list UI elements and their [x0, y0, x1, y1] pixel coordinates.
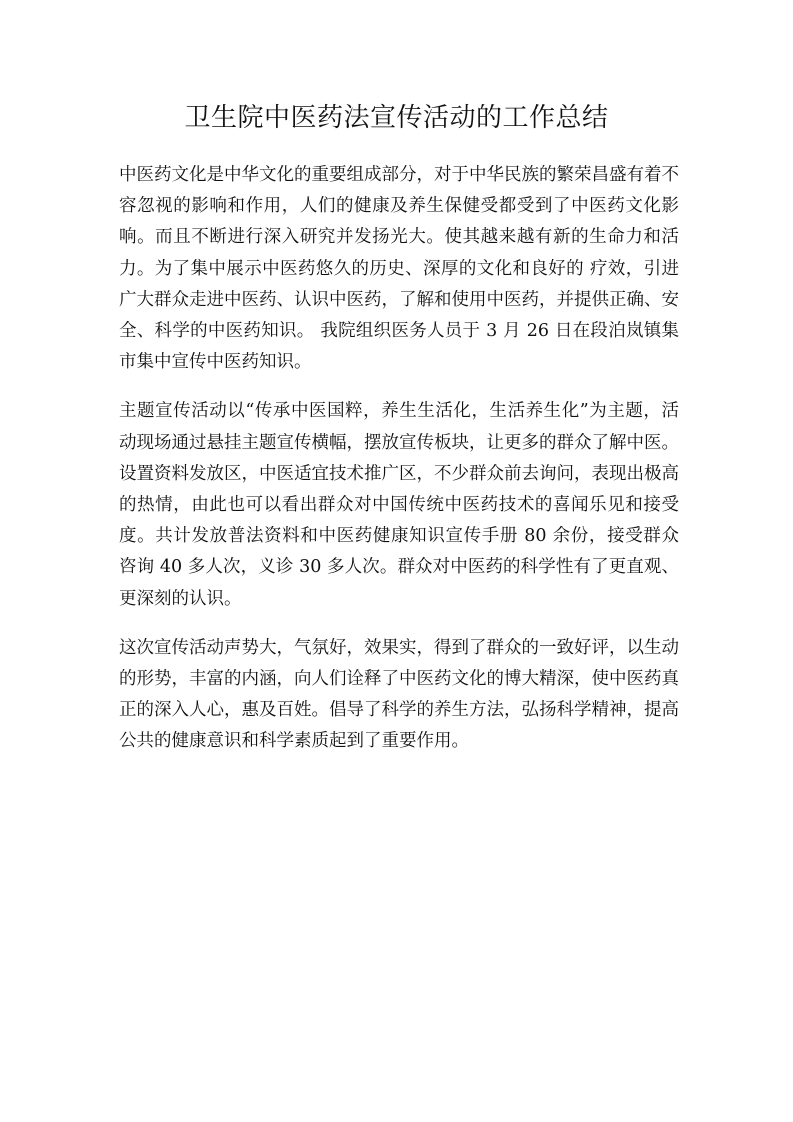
paragraph-activity-details: 主题宣传活动以“传承中医国粹，养生生活化，生活养生化”为主题，活动现场通过悬挂主题宣传横幅，摆放宣传板块，让更多的群众了解中医。设置资料发放区，中医适宜技术推广区，不少群众前去询问，表现出极高的热情，由此也可以看出群众对中国传统中医药技术的喜闻乐见和接受度。共计发放普法资料和中医药健康知识宣传手册 80 余份，接受群众 咨询 40 多人次，义诊 30 多人次。群众对中医药的科学性有了更直观、更深刻的认识。: [119, 401, 679, 609]
document-body: [119, 160, 679, 776]
paragraph-introduction: 中医药文化是中华文化的重要组成部分，对于中华民族的繁荣昌盛有着不容忽视的影响和作用，人们的健康及养生保健受都受到了中医药文化影响。而且不断进行深入研究并发扬光大。使其越来越有新的生命力和活力。为了集中展示中医药悠久的历史、深厚的文化和良好的 疗效，引进广大群众走进中医药、认识中医药，了解和使用中医药，并提供正确、安全、科学的中医药知识。 我院组织医务人员于 3 月 26 日在段泊岚镇集市集中宣传中医药知识。: [119, 165, 679, 373]
document-title: 卫生院中医药法宣传活动的工作总结: [184, 103, 609, 133]
paragraph-conclusion: 这次宣传活动声势大，气氛好，效果实，得到了群众的一致好评，以生动的形势，丰富的内涵，向人们诠释了中医药文化的博大精深，使中医药真正的深入人心，惠及百姓。倡导了科学的养生方法，弘扬科学精神，提高公共的健康意识和科学素质起到了重要作用。: [119, 637, 679, 752]
